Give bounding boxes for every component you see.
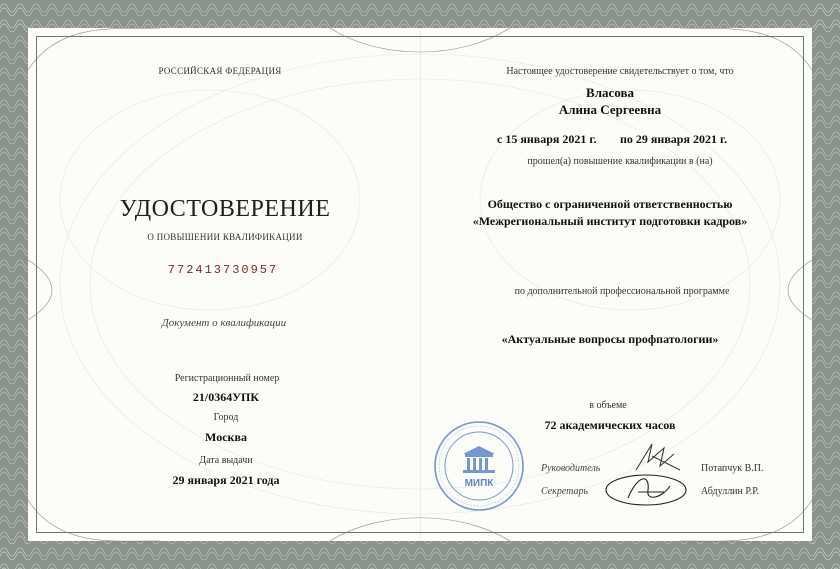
organization-line-1: Общество с ограниченной ответственностью [487,197,733,211]
period-end: по 29 января 2021 г. [620,132,728,146]
organization-stamp [433,420,525,512]
volume-label: в объеме [589,400,627,411]
document-type: Документ о квалификации [161,317,287,329]
program-name: «Актуальные вопросы профпатологии» [501,332,719,346]
issue-date-value: 29 января 2021 года [172,473,280,487]
qualification-passed-text: прошел(а) повышение квалификации в (на) [527,156,713,167]
recipient-surname: Власова [586,85,634,100]
issue-date-label: Дата выдачи [199,455,253,466]
serial-number: 772413730957 [167,263,279,277]
intro-text: Настоящее удостоверение свидетельствует о том, что [506,66,734,77]
recipient-name: Алина Сергеевна [558,102,662,117]
city-value: Москва [205,430,247,444]
organization-line-2: «Межрегиональный институт подготовки кадров» [472,214,748,228]
document-title: УДОСТОВЕРЕНИЕ [119,196,331,222]
document-subtitle: О ПОВЫШЕНИИ КВАЛИФИКАЦИИ [147,232,303,242]
secretary-signature [598,468,694,510]
period-start: с 15 января 2021 г. [497,132,597,146]
head-label: Руководитель [541,463,601,474]
panel-divider [420,30,421,539]
program-label: по дополнительной профессиональной программе [514,286,730,297]
city-label: Город [213,412,239,423]
secretary-label: Секретарь [541,486,589,497]
head-name: Потапчук В.П. [701,463,764,474]
secretary-name: Абдуллин Р.Р. [701,486,760,497]
svg-text:МИПК: МИПК [464,478,494,489]
volume-value: 72 академических часов [544,418,676,432]
country-label: РОССИЙСКАЯ ФЕДЕРАЦИЯ [158,66,282,76]
registration-number-value: 21/0364УПК [192,390,260,404]
registration-number-label: Регистрационный номер [174,373,280,384]
